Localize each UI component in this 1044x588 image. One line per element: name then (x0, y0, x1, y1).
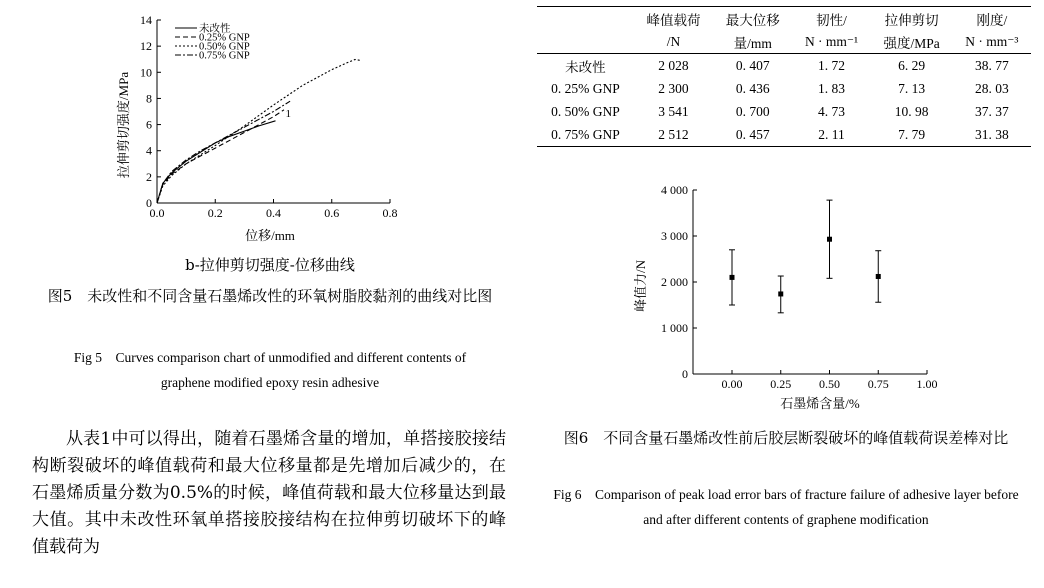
fig5-series-line (157, 60, 361, 204)
fig6-axes (661, 183, 938, 391)
table-header-cell: 拉伸剪切 (871, 7, 953, 31)
fig5-x-tick-label: 0.6 (324, 206, 340, 220)
fig6-xlabel: 石墨烯含量/% (780, 396, 860, 411)
fig5-caption-en: Fig 5 Curves comparison chart of unmodified and different contents of graphene modified epoxy resin adhesive (73, 350, 467, 390)
table-cell: 未改性 (537, 54, 634, 78)
table-cell: 2 512 (634, 123, 713, 147)
fig5-ylabel: 拉伸剪切强度/MPa (116, 71, 131, 179)
fig5-y-tick-label: 2 (146, 169, 152, 184)
table-row (537, 54, 1031, 78)
fig5-xlabel: 位移/mm (245, 228, 295, 243)
fig6-x-tick-label: 1.00 (916, 377, 938, 391)
fig6-chart (625, 178, 955, 413)
fig6-ylabel: 峰值力/N (633, 259, 648, 313)
fig6-data-point (730, 275, 735, 280)
fig5-legend (175, 22, 250, 62)
fig6-x-tick-label: 0.00 (721, 377, 743, 391)
table-header-cell: 刚度/ (953, 7, 1031, 31)
table-row (537, 77, 1031, 100)
table-cell: 37. 37 (974, 103, 1009, 119)
table-cell: 3 541 (658, 103, 689, 119)
fig6-y-tick-label: 1 000 (661, 321, 688, 335)
fig6-x-tick-label: 0.75 (867, 377, 889, 391)
fig6-data-point (778, 291, 783, 296)
fig6-data-point (876, 274, 881, 279)
table-row (537, 123, 1031, 147)
table-cell: 0. 407 (713, 54, 792, 78)
table-header-cell (537, 7, 634, 31)
table-cell: 10. 98 (894, 103, 929, 119)
fig6-caption-en: Fig 6 Comparison of peak load error bars of fracture failure of adhesive layer before and after different contents of graphene modification (553, 487, 1019, 527)
fig5-series-line (157, 101, 290, 203)
fig5-lines (157, 60, 361, 204)
table-cell: 4. 73 (818, 103, 846, 119)
table-header-cell: 峰值载荷 (634, 7, 713, 31)
fig6-points (729, 200, 881, 313)
fig6-x-tick-label: 0.25 (770, 377, 792, 391)
fig5-axes (140, 13, 398, 220)
fig5-y-tick-label: 0 (146, 196, 152, 210)
table-header-row (537, 30, 1031, 54)
table-cell: 31. 38 (953, 123, 1031, 147)
table-cell: 7. 13 (898, 80, 926, 96)
fig5-caption-cn: 图5 未改性和不同含量石墨烯改性的环氧树脂胶黏剂的曲线对比图 (47, 287, 493, 305)
table-cell: 2 300 (658, 80, 689, 96)
body-paragraph: 从表1中可以得出，随着石墨烯含量的增加，单搭接胶接结构断裂破坏的峰值载荷和最大位移量都是先增加后减少的，在石墨烯质量分数为0.5%的时候，峰值荷载和最大位移量达到最大值。其中未改性环氧单搭接胶接结构在拉伸剪切破坏下的峰值载荷为 (32, 429, 506, 557)
fig5-y-tick-label: 14 (140, 13, 152, 27)
fig6-y-tick-label: 2 000 (661, 275, 688, 289)
fig6-caption-cn: 图6 不同含量石墨烯改性前后胶层断裂破坏的峰值载荷误差棒对比 (563, 429, 1009, 447)
fig6-y-tick-label: 3 000 (661, 229, 688, 243)
fig5-x-tick-label: 0.8 (382, 206, 398, 220)
table-header-cell: /N (666, 33, 681, 49)
table-cell: 28. 03 (974, 80, 1009, 96)
fig5-x-tick-label: 0.2 (207, 206, 223, 220)
table-row (537, 100, 1031, 123)
table-cell: 0. 75% GNP (537, 123, 634, 147)
fig5-x-tick-label: 0.0 (149, 206, 165, 220)
table-cell: 2 028 (634, 54, 713, 78)
fig5-y-tick-label: 8 (146, 91, 152, 106)
table-cell: 6. 29 (871, 54, 953, 78)
table1 (537, 6, 1031, 147)
table-header-row (537, 7, 1031, 31)
fig5-legend-label: 0.25% GNP (199, 32, 250, 44)
table-header-cell: 最大位移 (713, 7, 792, 31)
table-header-cell: 韧性/ (792, 7, 870, 31)
fig5-y-tick-label: 10 (140, 65, 152, 80)
table-header-cell: N · mm⁻¹ (804, 33, 859, 49)
table-header-cell: 强度/MPa (883, 35, 940, 51)
fig5-annotation: 1 (285, 107, 292, 120)
fig6-y-tick-label: 4 000 (661, 183, 688, 197)
table-cell: 38. 77 (953, 54, 1031, 78)
table-cell: 1. 83 (818, 80, 846, 96)
fig5-legend-label: 0.75% GNP (199, 50, 250, 62)
fig5-x-tick-label: 0.4 (266, 206, 281, 220)
fig5-chart (100, 5, 410, 245)
fig5-subcaption: b-拉伸剪切强度-位移曲线 (185, 256, 355, 274)
fig5-y-tick-label: 4 (146, 143, 152, 158)
fig5-series-line (157, 121, 276, 203)
fig6-data-point (827, 237, 832, 242)
fig5-y-tick-label: 12 (140, 39, 152, 54)
table-cell: 0. 457 (713, 123, 792, 147)
table-cell: 0. 50% GNP (551, 103, 620, 119)
fig6-x-tick-label: 0.50 (819, 377, 840, 391)
table-header-cell: 量/mm (733, 35, 772, 51)
table-header-cell (537, 30, 634, 54)
table-header-cell: N · mm⁻³ (965, 33, 1019, 49)
table-cell: 7. 79 (871, 123, 953, 147)
fig5-legend-label: 未改性 (199, 23, 231, 35)
fig6-y-tick-label: 0 (682, 367, 688, 381)
table-cell: 1. 72 (792, 54, 870, 78)
fig5-legend-label: 0.50% GNP (199, 41, 250, 53)
table-cell: 0. 700 (735, 103, 770, 119)
table-cell: 0. 436 (735, 80, 770, 96)
fig5-y-tick-label: 6 (146, 117, 152, 132)
table-cell: 0. 25% GNP (551, 80, 620, 96)
table-cell: 2. 11 (792, 123, 870, 147)
